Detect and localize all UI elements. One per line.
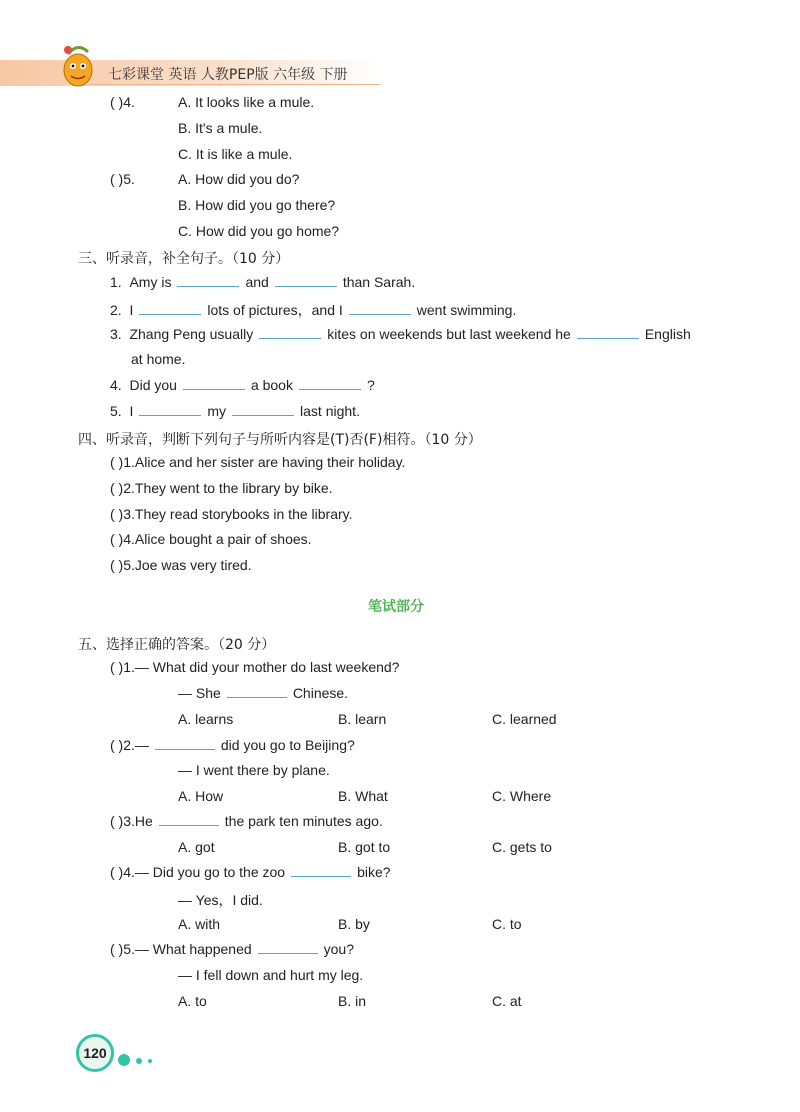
section4-title: 四、听录音，判断下列句子与所听内容是(T)否(F)相符。（10 分） <box>78 432 482 448</box>
s5-q1-option-c: C. learned <box>492 711 557 727</box>
answer-blank[interactable] <box>155 737 215 750</box>
s3-line-5: 5. I my last night. <box>110 403 360 419</box>
answer-blank[interactable] <box>275 274 337 287</box>
s4-item-3: ( )3.They read storybooks in the library. <box>110 506 353 522</box>
decor-dot-icon <box>118 1054 130 1066</box>
q4-option-b: B. It's a mule. <box>178 120 263 136</box>
s5-q3-line: ( )3.He the park ten minutes ago. <box>110 813 383 829</box>
s5-q3-option-c: C. gets to <box>492 839 552 855</box>
section3-title: 三、听录音，补全句子。（10 分） <box>78 251 290 267</box>
page-number: 120 <box>76 1034 114 1072</box>
s4-item-1: ( )1.Alice and her sister are having their holiday. <box>110 454 406 470</box>
s5-q2-option-c: C. Where <box>492 788 552 804</box>
s5-q3-option-b: B. got to <box>338 839 391 855</box>
s3-line-3-cont: at home. <box>131 351 186 367</box>
s4-item-5: ( )5.Joe was very tired. <box>110 557 252 573</box>
answer-blank[interactable] <box>291 864 351 877</box>
s5-q1-option-b: B. learn <box>338 711 387 727</box>
answer-blank[interactable] <box>183 377 245 390</box>
section5-title: 五、选择正确的答案。（20 分） <box>78 637 276 653</box>
answer-blank[interactable] <box>349 302 411 315</box>
q5-option-c: C. How did you go home? <box>178 223 340 239</box>
s3-line-4: 4. Did you a book ? <box>110 377 375 393</box>
decor-dot-icon <box>136 1058 142 1064</box>
s3-line-2: 2. I lots of pictures，and I went swimming. <box>110 302 517 318</box>
answer-blank[interactable] <box>177 274 239 287</box>
written-part-heading: 笔试部分 <box>368 598 424 614</box>
s5-q4-option-c: C. to <box>492 916 522 932</box>
q4-option-a: A. It looks like a mule. <box>178 94 315 110</box>
s5-q5-option-b: B. in <box>338 993 367 1009</box>
s5-q3-option-a: A. got <box>178 839 215 855</box>
s5-q1-option-a: A. learns <box>178 711 234 727</box>
s5-q5-option-a: A. to <box>178 993 207 1009</box>
answer-blank[interactable] <box>227 685 287 698</box>
q4-paren: ( )4. <box>110 94 135 110</box>
s3-line-1: 1. Amy is and than Sarah. <box>110 274 416 290</box>
q5-paren: ( )5. <box>110 171 135 187</box>
s5-q1-line: ( )1.— What did your mother do last weekend? <box>110 659 400 675</box>
s5-q5-line: ( )5.— What happened you? <box>110 941 354 957</box>
s5-q4-line: ( )4.— Did you go to the zoo bike? <box>110 864 391 880</box>
s5-q4-option-a: A. with <box>178 916 221 932</box>
answer-blank[interactable] <box>139 302 201 315</box>
mascot-icon <box>58 40 98 88</box>
answer-blank[interactable] <box>259 326 321 339</box>
s4-item-4: ( )4.Alice bought a pair of shoes. <box>110 531 312 547</box>
decor-dot-icon <box>148 1059 152 1063</box>
header-divider <box>90 84 380 85</box>
s5-q2-line: ( )2.— did you go to Beijing? <box>110 737 355 753</box>
q5-option-a: A. How did you do? <box>178 171 300 187</box>
answer-blank[interactable] <box>258 941 318 954</box>
answer-blank[interactable] <box>159 813 219 826</box>
s5-q4-reply: — Yes，I did. <box>178 892 263 908</box>
header-title: 七彩课堂 英语 人教PEP版 六年级 下册 <box>108 67 348 83</box>
s5-q5-reply: — I fell down and hurt my leg. <box>178 967 364 983</box>
s5-q1-reply: — She Chinese. <box>178 685 349 701</box>
answer-blank[interactable] <box>232 403 294 416</box>
s5-q2-option-a: A. How <box>178 788 224 804</box>
s5-q2-reply: — I went there by plane. <box>178 762 330 778</box>
s4-item-2: ( )2.They went to the library by bike. <box>110 480 333 496</box>
q5-option-b: B. How did you go there? <box>178 197 336 213</box>
s5-q4-option-b: B. by <box>338 916 370 932</box>
answer-blank[interactable] <box>139 403 201 416</box>
answer-blank[interactable] <box>299 377 361 390</box>
s5-q5-option-c: C. at <box>492 993 522 1009</box>
answer-blank[interactable] <box>577 326 639 339</box>
q4-option-c: C. It is like a mule. <box>178 146 293 162</box>
s3-line-3: 3. Zhang Peng usually kites on weekends but last weekend he English <box>110 326 691 342</box>
s5-q2-option-b: B. What <box>338 788 388 804</box>
